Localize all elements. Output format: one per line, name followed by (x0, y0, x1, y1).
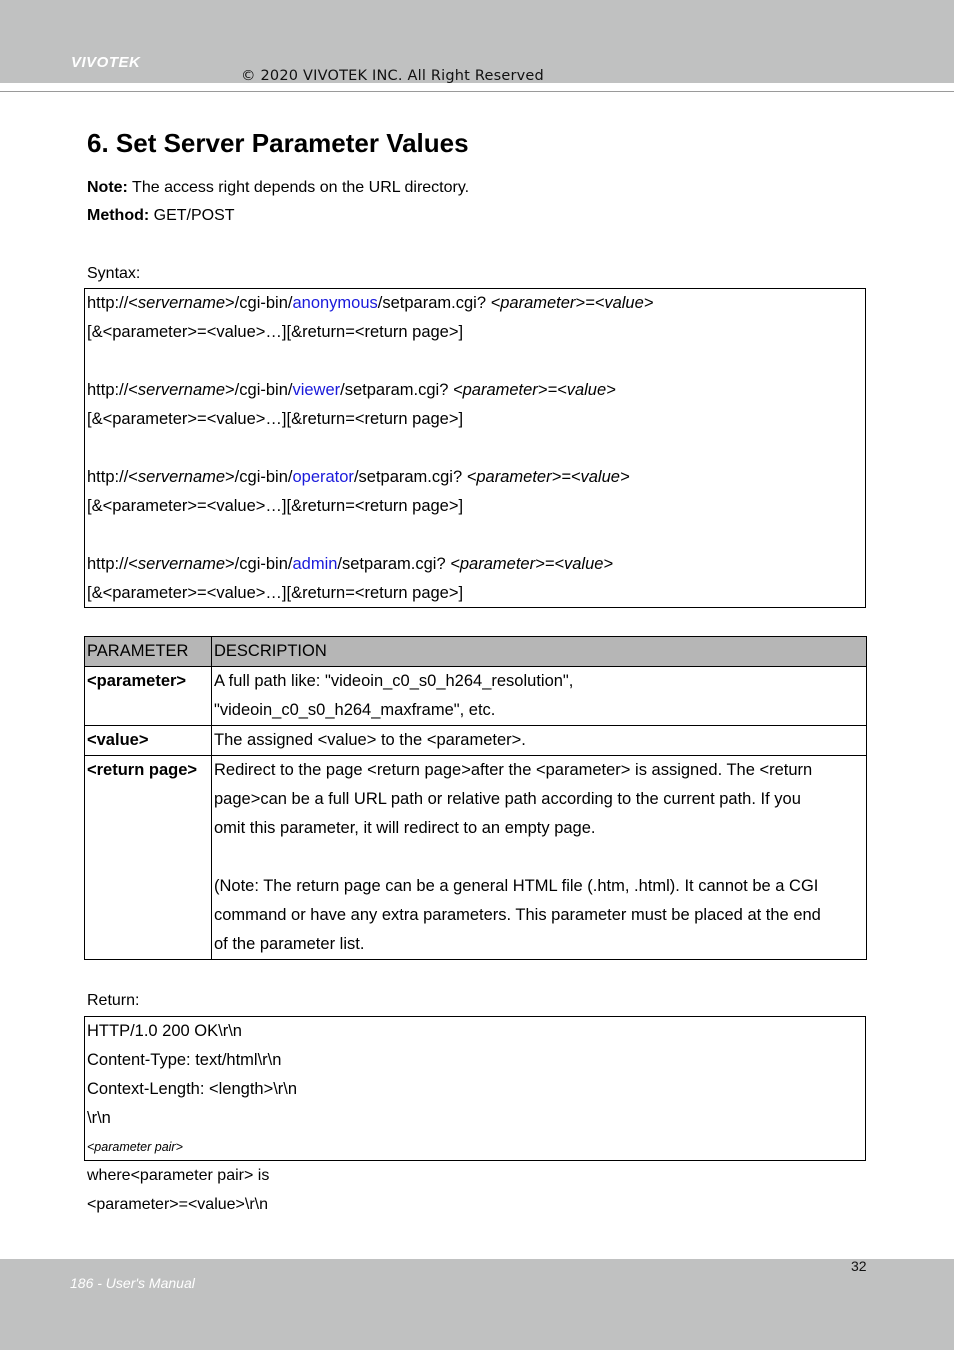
syntax-lines (85, 289, 865, 608)
description-line: of the parameter list. (214, 935, 365, 953)
parameter-value-pair: <parameter>=<value> (466, 468, 630, 486)
return-box (84, 1016, 866, 1161)
method-text: GET/POST (149, 207, 235, 224)
syntax-spacer (85, 521, 865, 550)
access-directory: anonymous (292, 294, 378, 312)
description-line: Redirect to the page <return page>after the <parameter> is assigned. The <return (214, 761, 813, 779)
return-line: \r\n (87, 1109, 111, 1127)
cgi-bin-path: >/cgi-bin/ (225, 555, 293, 573)
parameter-name: <value> (85, 726, 212, 756)
parameter-description (212, 756, 867, 960)
syntax-label: Syntax: (87, 265, 141, 282)
syntax-continuation-line: [&<parameter>=<value>…][&return=<return page>] (87, 410, 464, 428)
table-row (85, 756, 867, 960)
header-description: DESCRIPTION (212, 637, 867, 667)
url-prefix: http://< (87, 555, 138, 573)
access-directory: admin (292, 555, 338, 573)
cgi-bin-path: >/cgi-bin/ (225, 468, 293, 486)
method-line (87, 201, 235, 230)
syntax-url-line (85, 463, 865, 492)
format-line: <parameter>=<value>\r\n (87, 1196, 269, 1213)
description-line: A full path like: "videoin_c0_s0_h264_resolution", (214, 672, 574, 690)
header-divider (0, 91, 954, 92)
syntax-continuation-line: [&<parameter>=<value>…][&return=<return page>] (87, 323, 464, 341)
return-label: Return: (87, 992, 140, 1009)
setparam-script: /setparam.cgi? (353, 468, 467, 486)
servername: servername (137, 555, 226, 573)
setparam-script: /setparam.cgi? (377, 294, 491, 312)
url-prefix: http://< (87, 468, 138, 486)
page-title: 6. Set Server Parameter Values (87, 128, 469, 158)
syntax-url-line (85, 289, 865, 318)
description-line: "videoin_c0_s0_h264_maxframe", etc. (214, 701, 496, 719)
parameter-value-pair: <parameter>=<value> (490, 294, 654, 312)
access-directory: operator (292, 468, 354, 486)
page-number: 32 (851, 1258, 867, 1274)
return-line: Context-Length: <length>\r\n (87, 1080, 298, 1098)
table-row (85, 667, 867, 726)
parameter-name: <return page> (85, 756, 212, 960)
where-line: where<parameter pair> is (87, 1167, 270, 1184)
setparam-script: /setparam.cgi? (337, 555, 451, 573)
header-parameter: PARAMETER (85, 637, 212, 667)
url-prefix: http://< (87, 381, 138, 399)
syntax-url-line (85, 376, 865, 405)
syntax-spacer (85, 434, 865, 463)
description-line: The assigned <value> to the <parameter>. (214, 731, 526, 749)
manual-label: 186 - User's Manual (70, 1275, 195, 1291)
footer-band (0, 1259, 954, 1350)
description-line: command or have any extra parameters. This parameter must be placed at the end (214, 906, 821, 924)
description-line (214, 843, 864, 872)
return-line: HTTP/1.0 200 OK\r\n (87, 1022, 242, 1040)
return-line: Content-Type: text/html\r\n (87, 1051, 282, 1069)
syntax-spacer (85, 347, 865, 376)
table-body (85, 667, 867, 960)
servername: servername (137, 468, 226, 486)
note-line (87, 173, 469, 202)
parameter-description (212, 667, 867, 726)
brand-logo: VIVOTEK (71, 54, 141, 71)
return-lines (85, 1017, 865, 1133)
parameter-name: <parameter> (85, 667, 212, 726)
syntax-url-line (85, 550, 865, 579)
servername: servername (137, 381, 226, 399)
setparam-script: /setparam.cgi? (340, 381, 453, 399)
table-header-row (85, 637, 867, 667)
syntax-continuation-line: [&<parameter>=<value>…][&return=<return page>] (87, 497, 464, 515)
parameter-pair-line: <parameter pair> (87, 1140, 183, 1154)
parameter-value-pair: <parameter>=<value> (452, 381, 616, 399)
url-prefix: http://< (87, 294, 138, 312)
parameter-value-pair: <parameter>=<value> (450, 555, 614, 573)
cgi-bin-path: >/cgi-bin/ (225, 294, 293, 312)
description-line: (Note: The return page can be a general HTML file (.htm, .html). It cannot be a CGI (214, 877, 819, 895)
description-line: omit this parameter, it will redirect to an empty page. (214, 819, 596, 837)
access-directory: viewer (292, 381, 341, 399)
description-line: page>can be a full URL path or relative path according to the current path. If you (214, 790, 801, 808)
syntax-box (84, 288, 866, 608)
note-text: The access right depends on the URL directory. (127, 179, 470, 196)
table-row (85, 726, 867, 756)
copyright-text: © 2020 VIVOTEK INC. All Right Reserved (241, 68, 544, 84)
method-label: Method: (87, 207, 150, 224)
parameter-description (212, 726, 867, 756)
cgi-bin-path: >/cgi-bin/ (225, 381, 293, 399)
servername: servername (137, 294, 226, 312)
note-label: Note: (87, 179, 128, 196)
parameter-table (84, 636, 867, 960)
syntax-continuation-line: [&<parameter>=<value>…][&return=<return page>] (87, 584, 464, 602)
